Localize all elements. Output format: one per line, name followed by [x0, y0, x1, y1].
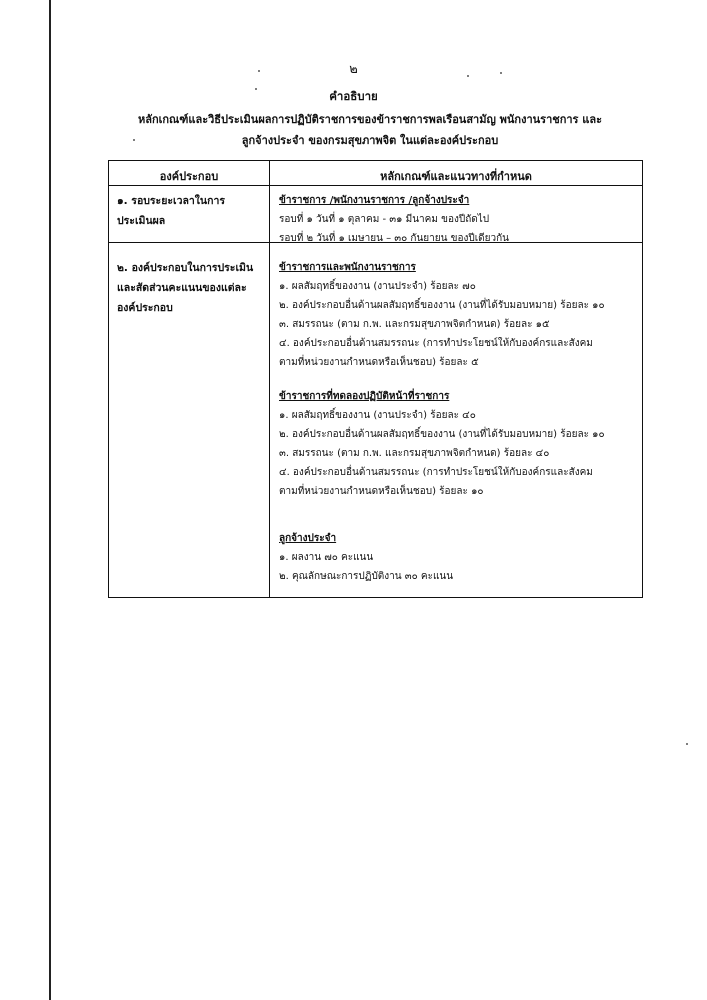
- group3-item: ๑. ผลงาน ๗๐ คะแนน: [279, 552, 374, 563]
- row1-component-line2: ประเมินผล: [117, 215, 166, 227]
- group1-title: ข้าราชการและพนักงานราชการ: [279, 262, 416, 273]
- row2-component-line2: และสัดส่วนคะแนนของแต่ละ: [117, 282, 247, 294]
- document-subtitle-line2: ลูกจ้างประจำ ของกรมสุขภาพจิต ในแต่ละองค์ประกอบ: [241, 134, 499, 147]
- row1-group-title: ข้าราชการ /พนักงานราชการ /ลูกจ้างประจำ: [279, 195, 470, 206]
- row2-criteria: [279, 258, 637, 372]
- group1-item: ๔. องค์ประกอบอื่นด้านสมรรถนะ (การทำประโยชน์ให้กับองค์กรและสังคม: [279, 338, 593, 349]
- header-criteria: หลักเกณฑ์และแนวทางที่กำหนด: [380, 170, 532, 183]
- group2-item: ๑. ผลสัมฤทธิ์ของงาน (งานประจำ) ร้อยละ ๔๐: [279, 410, 476, 421]
- row1-item: รอบที่ ๑ วันที่ ๑ ตุลาคม - ๓๑ มีนาคม ของปีถัดไป: [279, 214, 490, 225]
- scan-speck: [686, 743, 688, 745]
- group2-title: ข้าราชการที่ทดลองปฏิบัติหน้าที่ราชการ: [279, 391, 450, 402]
- group1-item: ๓. สมรรถนะ (ตาม ก.พ. และกรมสุขภาพจิตกำหนด) ร้อยละ ๑๕: [279, 319, 550, 330]
- page-number: ๒: [349, 62, 358, 77]
- group2-item: ๓. สมรรถนะ (ตาม ก.พ. และกรมสุขภาพจิตกำหนด) ร้อยละ ๔๐: [279, 448, 550, 459]
- group2-item: ตามที่หน่วยงานกำหนดหรือเห็นชอบ) ร้อยละ ๑๐: [279, 486, 484, 497]
- row2-component: [117, 258, 265, 318]
- row2-criteria-group2: [279, 387, 637, 501]
- header-component: องค์ประกอบ: [159, 170, 219, 183]
- group2-item: ๒. องค์ประกอบอื่นด้านผลสัมฤทธิ์ของงาน (งานที่ได้รับมอบหมาย) ร้อยละ ๑๐: [279, 429, 605, 440]
- criteria-table: [108, 160, 643, 598]
- group1-item: ตามที่หน่วยงานกำหนดหรือเห็นชอบ) ร้อยละ ๕: [279, 357, 479, 368]
- group2-item: ๔. องค์ประกอบอื่นด้านสมรรถนะ (การทำประโยชน์ให้กับองค์กรและสังคม: [279, 467, 593, 478]
- document-subtitle-line1: หลักเกณฑ์และวิธีประเมินผลการปฏิบัติราชการของข้าราชการพลเรือนสามัญ พนักงานราชการ และ: [137, 113, 603, 126]
- document-heading: คำอธิบาย: [329, 89, 378, 103]
- row2-component-line3: องค์ประกอบ: [117, 302, 173, 314]
- row2-component-line1: ๒. องค์ประกอบในการประเมิน: [117, 262, 254, 274]
- row2-criteria-group3: [279, 529, 637, 586]
- row1-criteria: [279, 191, 637, 248]
- row1-item: รอบที่ ๒ วันที่ ๑ เมษายน – ๓๐ กันยายน ของปีเดียวกัน: [279, 233, 509, 244]
- group1-item: ๑. ผลสัมฤทธิ์ของงาน (งานประจำ) ร้อยละ ๗๐: [279, 281, 476, 292]
- binding-margin-line: [49, 0, 51, 1000]
- row1-component-line1: ๑. รอบระยะเวลาในการ: [117, 195, 226, 207]
- group3-item: ๒. คุณลักษณะการปฏิบัติงาน ๓๐ คะแนน: [279, 571, 454, 582]
- group1-item: ๒. องค์ประกอบอื่นด้านผลสัมฤทธิ์ของงาน (งานที่ได้รับมอบหมาย) ร้อยละ ๑๐: [279, 300, 605, 311]
- row1-component: [117, 191, 265, 231]
- group3-title: ลูกจ้างประจำ: [279, 533, 337, 544]
